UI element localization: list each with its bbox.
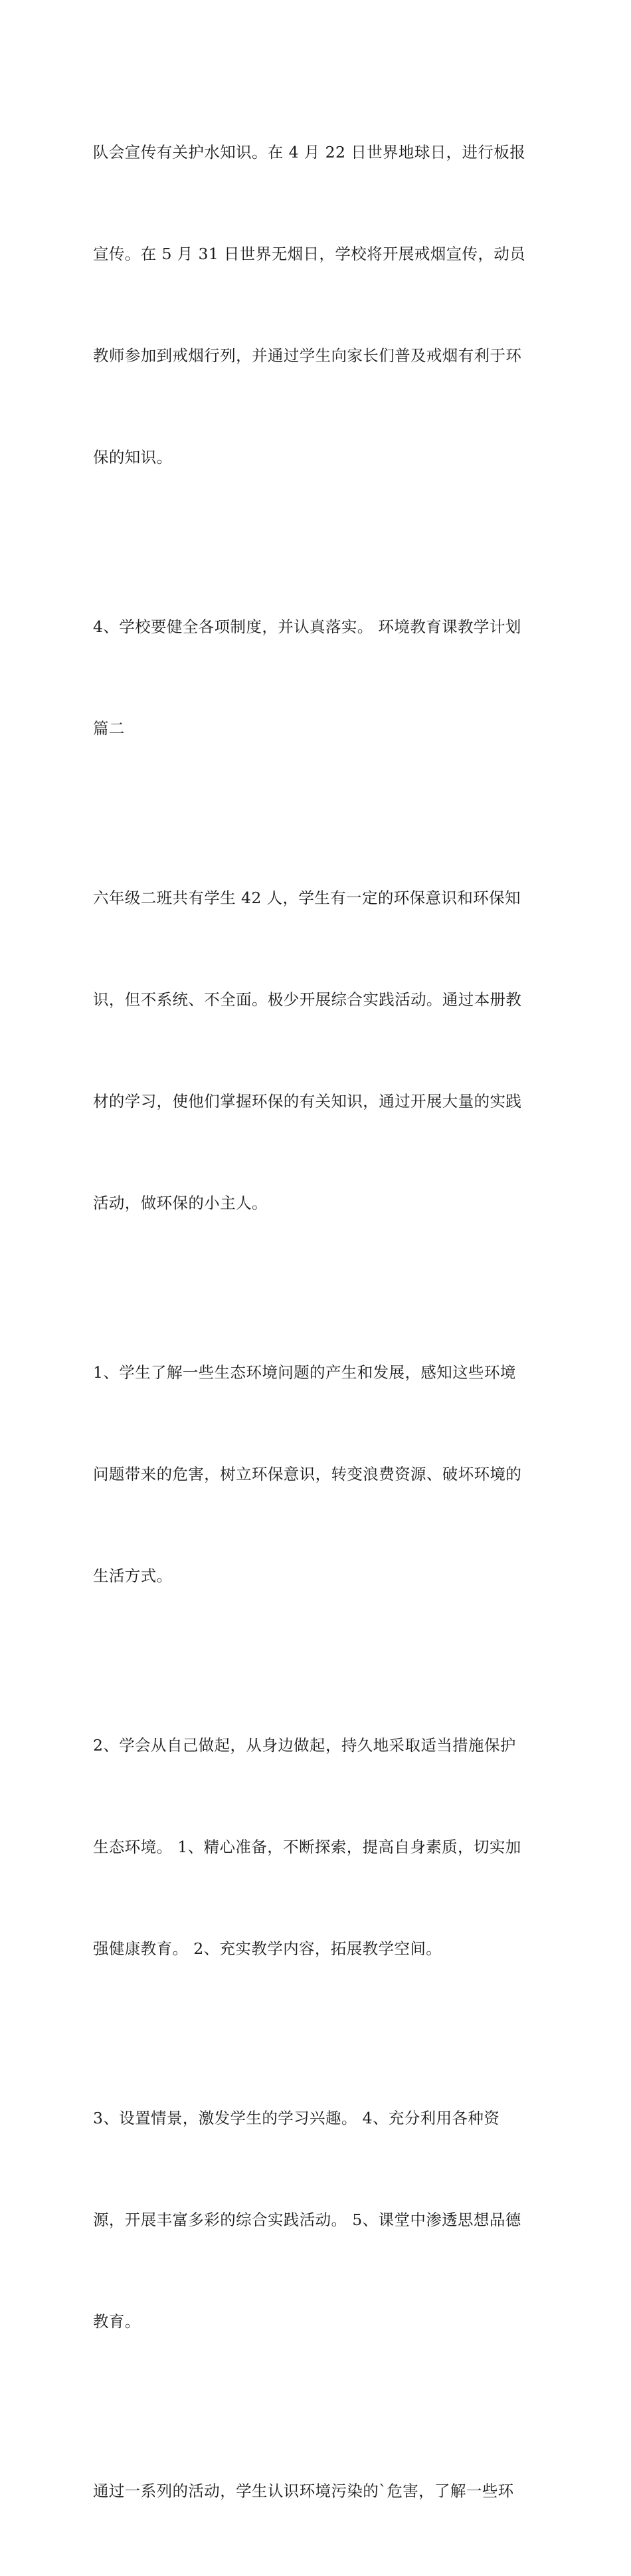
text-line: 生态环境。 1、精心准备，不断探索，提高自身素质，切实加 (93, 1838, 521, 1856)
text-line: 问题带来的危害，树立环保意识，转变浪费资源、破坏环境的 (93, 1465, 522, 1483)
paragraph-goal-1 (93, 1288, 545, 1661)
text-line: 保的知识。 (93, 448, 173, 467)
text-line: 队会宣传有关护水知识。在 4 月 22 日世界地球日，进行板报 (93, 143, 526, 161)
paragraph-class-overview (93, 813, 545, 1288)
text-line: 篇二 (93, 719, 125, 738)
text-line: 通过一系列的活动，学生认识环境污染的`危害，了解一些环 (93, 2482, 514, 2500)
paragraph-item-4-heading (93, 542, 545, 813)
paragraph-measure-3 (93, 2034, 545, 2407)
text-line: 宣传。在 5 月 31 日世界无烟日，学校将开展戒烟宣传，动员 (93, 245, 526, 263)
text-line: 2、学会从自己做起，从身边做起，持久地采取适当措施保护 (93, 1736, 516, 1755)
text-line: 强健康教育。 2、充实教学内容，拓展教学空间。 (93, 1939, 442, 1958)
text-line: 识，但不系统、不全面。极少开展综合实践活动。通过本册教 (93, 990, 522, 1009)
text-line: 六年级二班共有学生 42 人，学生有一定的环保意识和环保知 (93, 889, 521, 907)
text-line: 4、学校要健全各项制度，并认真落实。 环境教育课教学计划 (93, 617, 521, 636)
paragraph-conclusion (93, 2407, 545, 2576)
text-line: 3、设置情景，激发学生的学习兴趣。 4、充分利用各种资 (93, 2109, 500, 2127)
paragraph-goal-2 (93, 1661, 545, 2034)
text-line: 教师参加到戒烟行列，并通过学生向家长们普及戒烟有利于环 (93, 346, 522, 365)
text-line: 1、学生了解一些生态环境问题的产生和发展，感知这些环境 (93, 1363, 516, 1382)
text-line: 教育。 (93, 2312, 141, 2331)
text-line: 材的学习，使他们掌握环保的有关知识，通过开展大量的实践 (93, 1092, 522, 1111)
text-line: 源，开展丰富多彩的综合实践活动。 5、课堂中渗透思想品德 (93, 2210, 521, 2229)
paragraph-water-protection (93, 68, 545, 542)
document-body (93, 68, 545, 2576)
text-line: 生活方式。 (93, 1566, 173, 1585)
text-line: 活动，做环保的小主人。 (93, 1194, 268, 1212)
